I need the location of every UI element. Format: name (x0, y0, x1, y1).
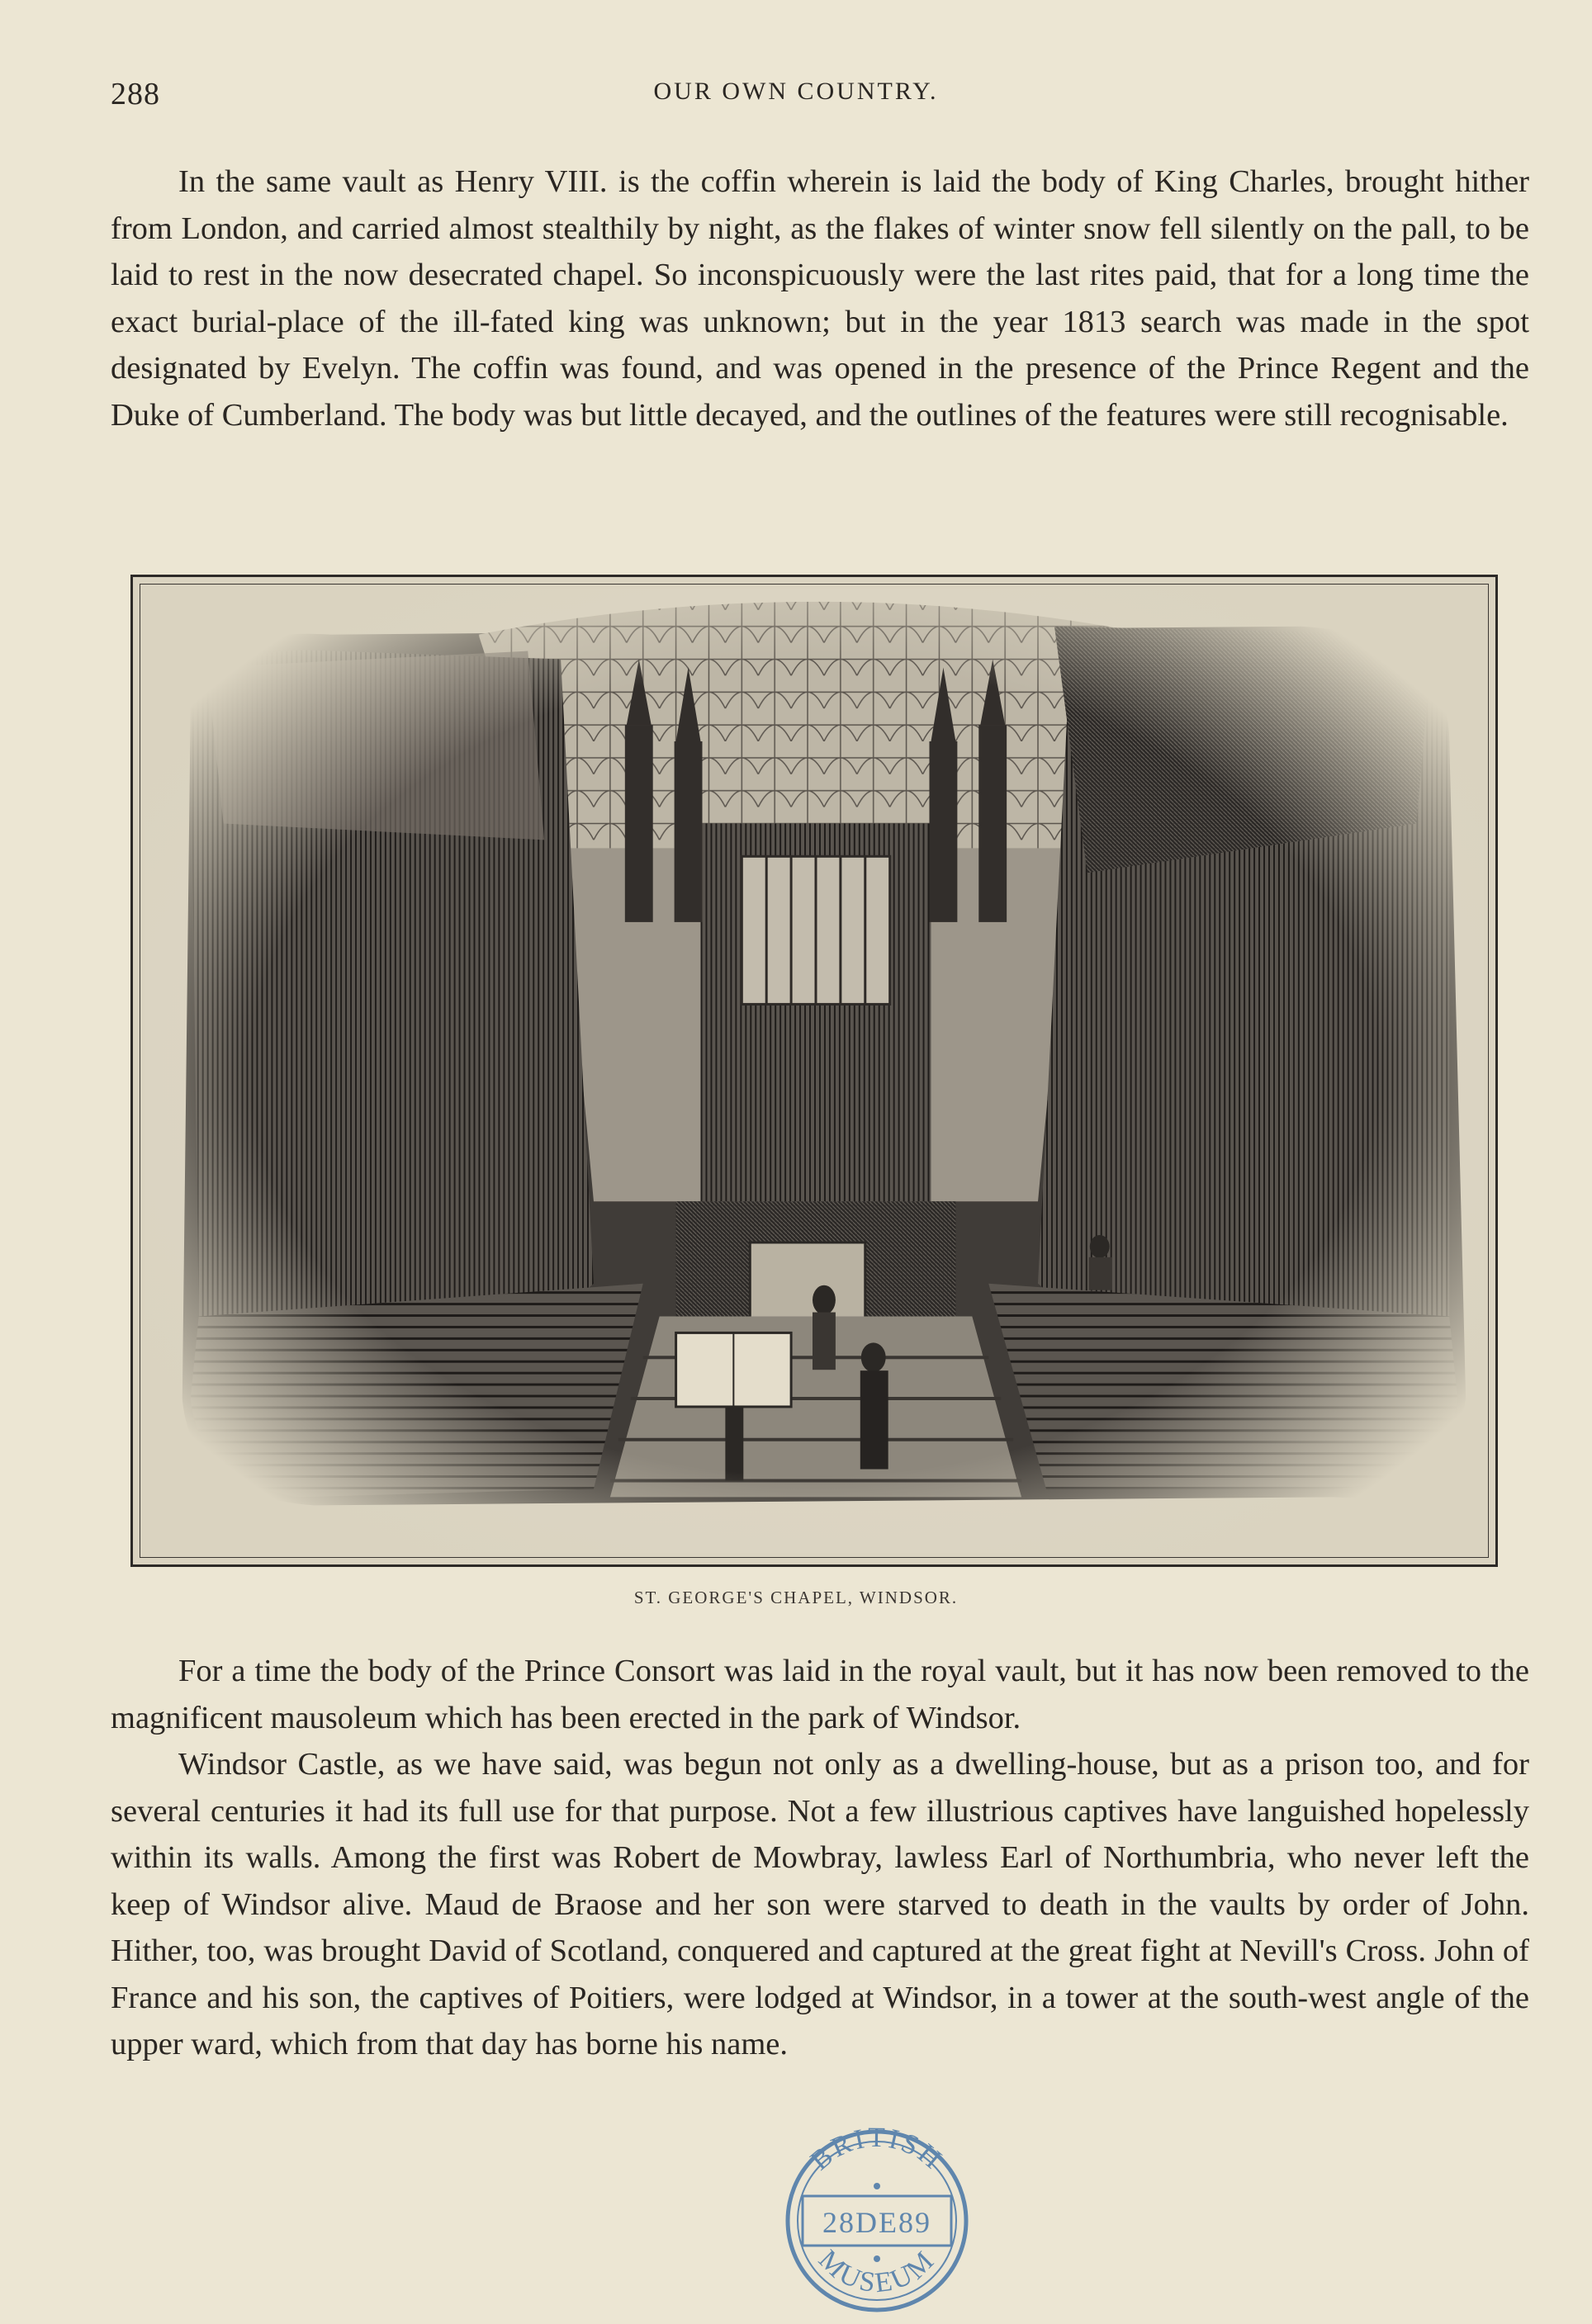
chapel-engraving (133, 577, 1495, 1564)
page-number: 288 (111, 77, 160, 111)
stamp-top-text: BRITISH (804, 2122, 950, 2177)
british-museum-stamp-icon (775, 2120, 979, 2322)
paragraph-windsor-castle: Windsor Castle, as we have said, was begun not only as a dwelling-house, but as a prison too, and for several centuries it had its full use for that purpose. Not a few illustrious captives have languished hopelessly within its walls. Among the first was Robert de Mowbray, lawless Earl of Northumbria, who never left the keep of Windsor alive. Maud de Braose and her son were starved to death in the vaults by order of John. Hither, too, was brought David of Scotland, conquered and captured at the great fight at Nevill's Cross. John of France and his son, the captives of Poitiers, were lodged at Windsor, in a tower at the south-west angle of the upper ward, which from that day has borne his name. (111, 1747, 1529, 2061)
figure-caption: ST. GEORGE'S CHAPEL, WINDSOR. (633, 1588, 959, 1607)
paragraph-king-charles: In the same vault as Henry VIII. is the coffin wherein is laid the body of King Charles, brought hither from London, and carried almost stealthily by night, as the flakes of winter snow fell silently on the pall, to be laid to rest in the now desecrated chapel. So inconspicuously were the last rites paid, that for a long time the exact burial-place of the ill-fated king was unknown; but in the year 1813 search was made in the spot designated by Evelyn. The coffin was found, and was opened in the presence of the Prince Regent and the Duke of Cumberland. The body was but little decayed, and the outlines of the features were still recognisable. (111, 164, 1529, 433)
svg-text:MUSEUM (813, 2244, 941, 2298)
running-head (111, 76, 1481, 125)
running-title: OUR OWN COUNTRY. (653, 78, 939, 105)
engraving-illustration (130, 575, 1498, 1567)
stamp-bottom-text: MUSEUM (813, 2244, 941, 2299)
svg-text:BRITISH (805, 2123, 949, 2176)
paragraph-prince-consort: For a time the body of the Prince Consort was laid in the royal vault, but it has now been removed to the magnificent mausoleum which has been erected in the park of Windsor. (111, 1654, 1529, 1735)
stamp-date: 28DE89 (822, 2206, 931, 2239)
